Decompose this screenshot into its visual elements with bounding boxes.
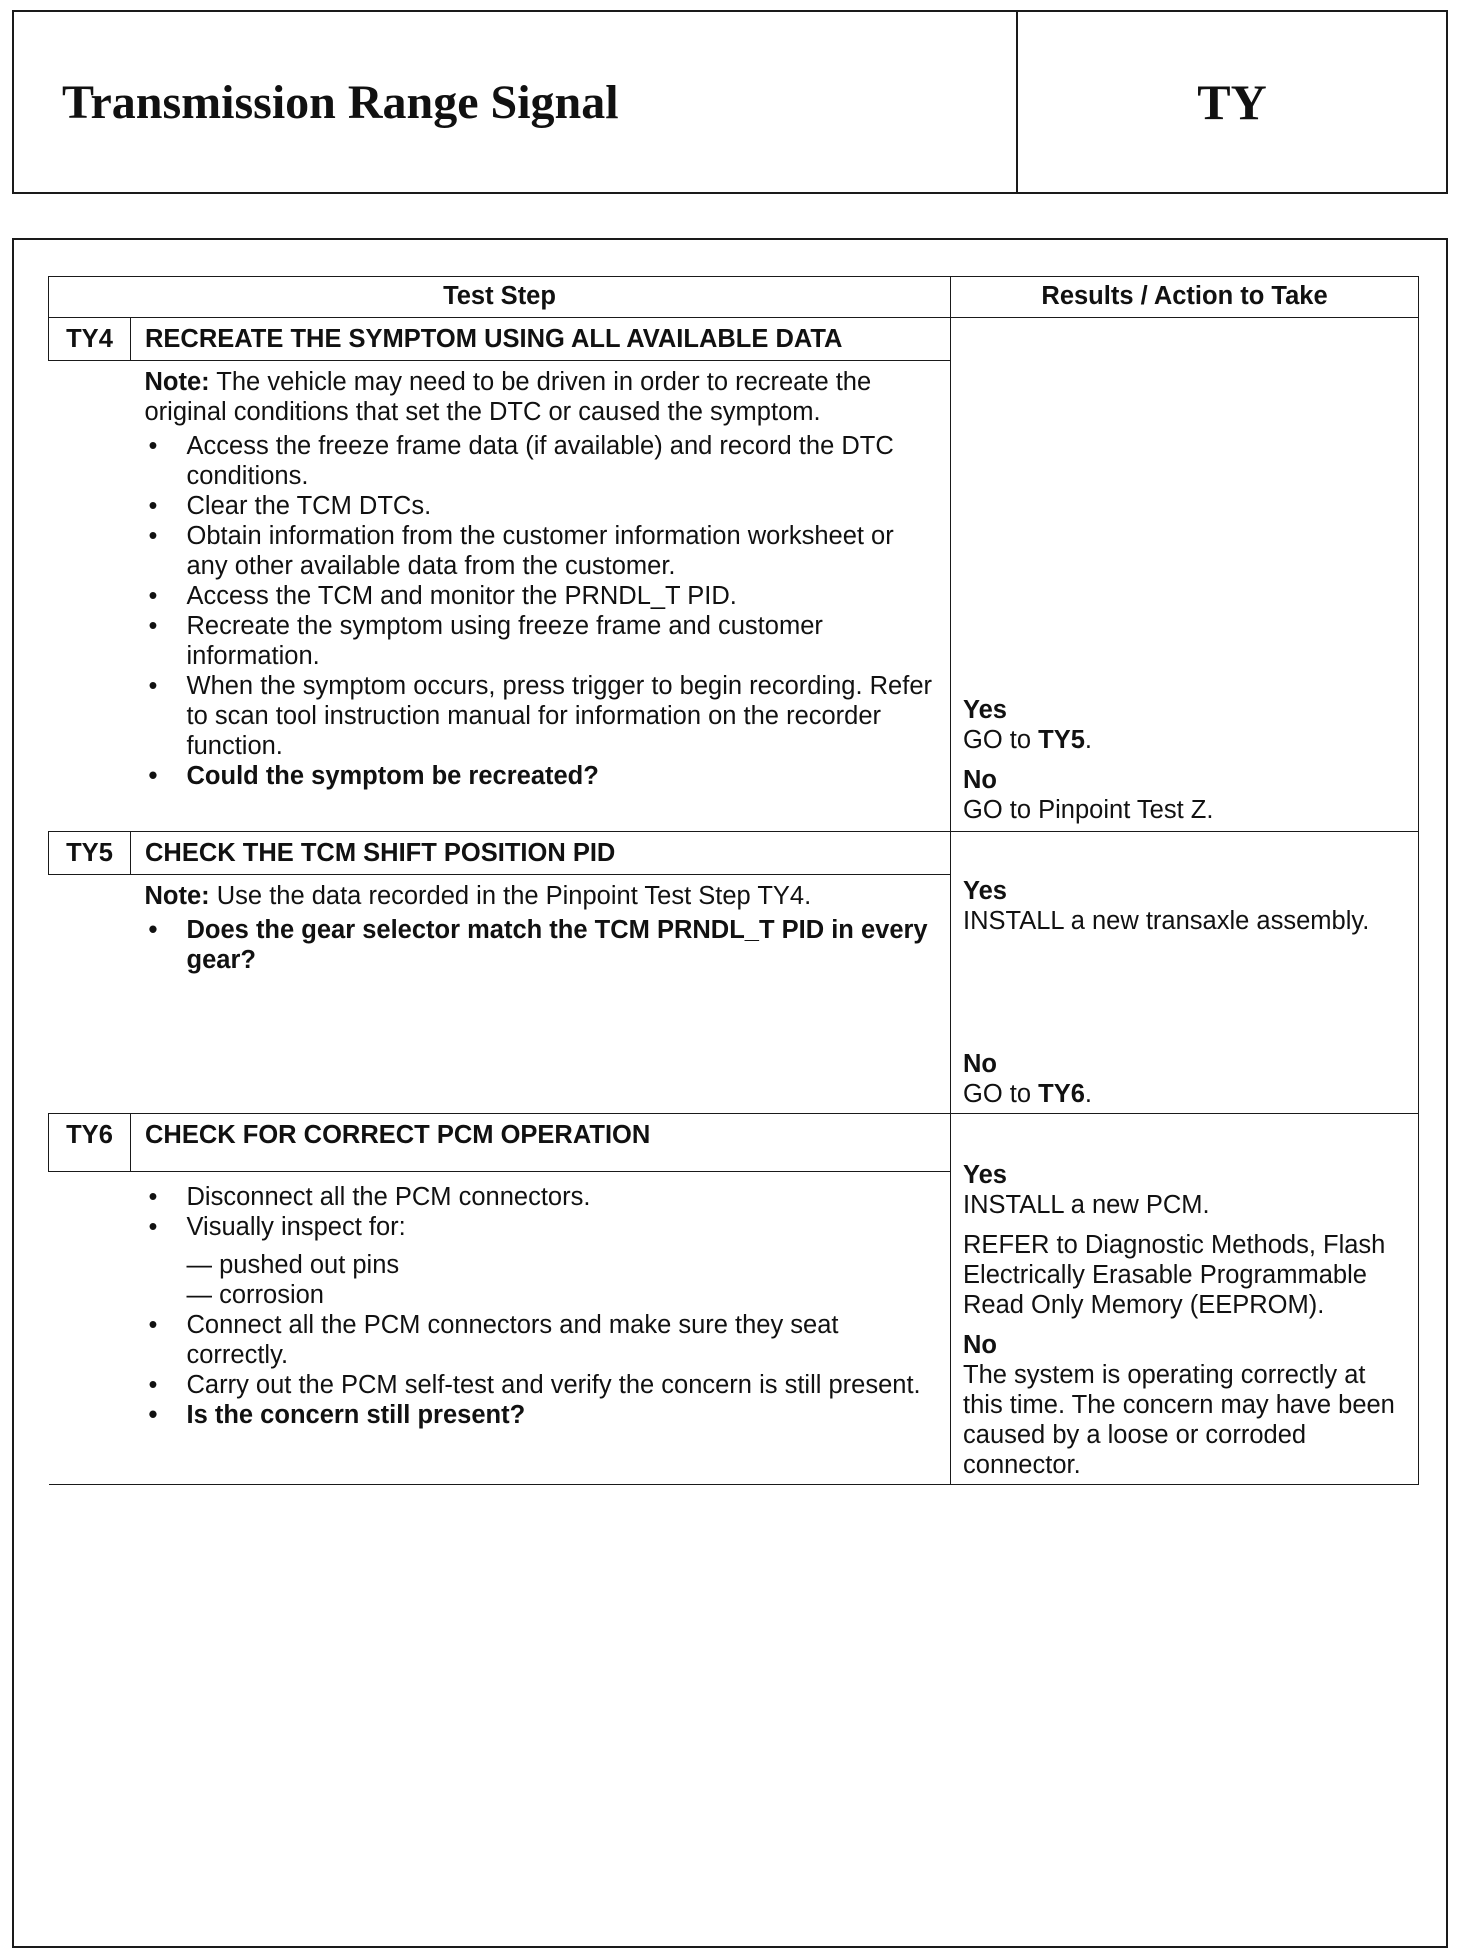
step-heading-row	[49, 318, 1419, 361]
page-title: Transmission Range Signal	[14, 12, 1018, 192]
yes-label: Yes	[963, 696, 1007, 724]
step-heading: RECREATE THE SYMPTOM USING ALL AVAILABLE DATA	[131, 318, 951, 361]
step-result	[951, 832, 1419, 1114]
list-item: • Disconnect all the PCM connectors.	[145, 1182, 937, 1212]
step-heading-row	[49, 832, 1419, 875]
step-note: Note: Use the data recorded in the Pinpoint Test Step TY4.	[144, 882, 812, 910]
step-heading: CHECK FOR CORRECT PCM OPERATION	[131, 1114, 951, 1172]
list-item: • Clear the TCM DTCs.	[145, 491, 937, 521]
step-id: TY5	[49, 832, 131, 875]
yes-action: INSTALL a new PCM.	[963, 1191, 1210, 1219]
step-body	[49, 1172, 951, 1485]
yes-action: INSTALL a new transaxle assembly.	[963, 907, 1370, 935]
test-step-table	[48, 276, 1419, 1485]
no-label: No	[963, 766, 998, 794]
list-item: • Recreate the symptom using freeze frame and customer information.	[145, 611, 937, 671]
no-label: No	[963, 1050, 998, 1078]
step-id: TY4	[49, 318, 131, 361]
step-question: • Could the symptom be recreated?	[145, 761, 937, 791]
refer-action: REFER to Diagnostic Methods, Flash Electrically Erasable Programmable Read Only Memory (EEPROM).	[963, 1231, 1386, 1319]
list-item: • Access the TCM and monitor the PRNDL_T PID.	[145, 581, 937, 611]
no-label: No	[963, 1331, 998, 1359]
step-heading: CHECK THE TCM SHIFT POSITION PID	[131, 832, 951, 875]
step-bullets	[145, 1182, 937, 1242]
step-note: Note: The vehicle may need to be driven in order to recreate the original conditions that set the DTC or caused the symptom.	[144, 368, 872, 426]
list-item: • Visually inspect for:	[145, 1212, 937, 1242]
column-header-test-step: Test Step	[49, 277, 951, 318]
step-heading-row	[49, 1114, 1419, 1172]
step-result	[951, 1114, 1419, 1485]
step-id: TY6	[49, 1114, 131, 1172]
yes-action: GO to TY5.	[963, 726, 1092, 754]
list-item: • Carry out the PCM self-test and verify the concern is still present.	[145, 1370, 937, 1400]
list-item: — pushed out pins	[187, 1250, 937, 1280]
section-code: TY	[1197, 74, 1267, 130]
yes-label: Yes	[963, 877, 1007, 905]
step-result	[951, 318, 1419, 832]
column-header-results: Results / Action to Take	[951, 277, 1419, 318]
no-action: The system is operating correctly at this time. The concern may have been caused by a loose or corroded connector.	[963, 1361, 1395, 1479]
no-action: GO to TY6.	[963, 1080, 1092, 1108]
list-item: — corrosion	[187, 1280, 937, 1310]
step-body	[49, 875, 951, 1114]
no-action: GO to Pinpoint Test Z.	[963, 796, 1214, 824]
yes-label: Yes	[963, 1161, 1007, 1189]
step-question: • Does the gear selector match the TCM PRNDL_T PID in every gear?	[145, 915, 937, 975]
list-item: • Connect all the PCM connectors and make sure they seat correctly.	[145, 1310, 937, 1370]
step-bullets	[145, 1310, 937, 1430]
list-item: • Obtain information from the customer information worksheet or any other available data from the customer.	[145, 521, 937, 581]
step-question: • Is the concern still present?	[145, 1400, 937, 1430]
list-item: • When the symptom occurs, press trigger to begin recording. Refer to scan tool instruction manual for information on the recorder function.	[145, 671, 937, 761]
list-item: • Access the freeze frame data (if available) and record the DTC conditions.	[145, 431, 937, 491]
content-frame	[12, 238, 1448, 1948]
step-bullets	[145, 431, 937, 791]
step-body	[49, 361, 951, 832]
step-bullets	[145, 915, 937, 975]
inspect-list	[145, 1250, 937, 1310]
page-header	[12, 10, 1448, 194]
table-header-row	[49, 277, 1419, 318]
